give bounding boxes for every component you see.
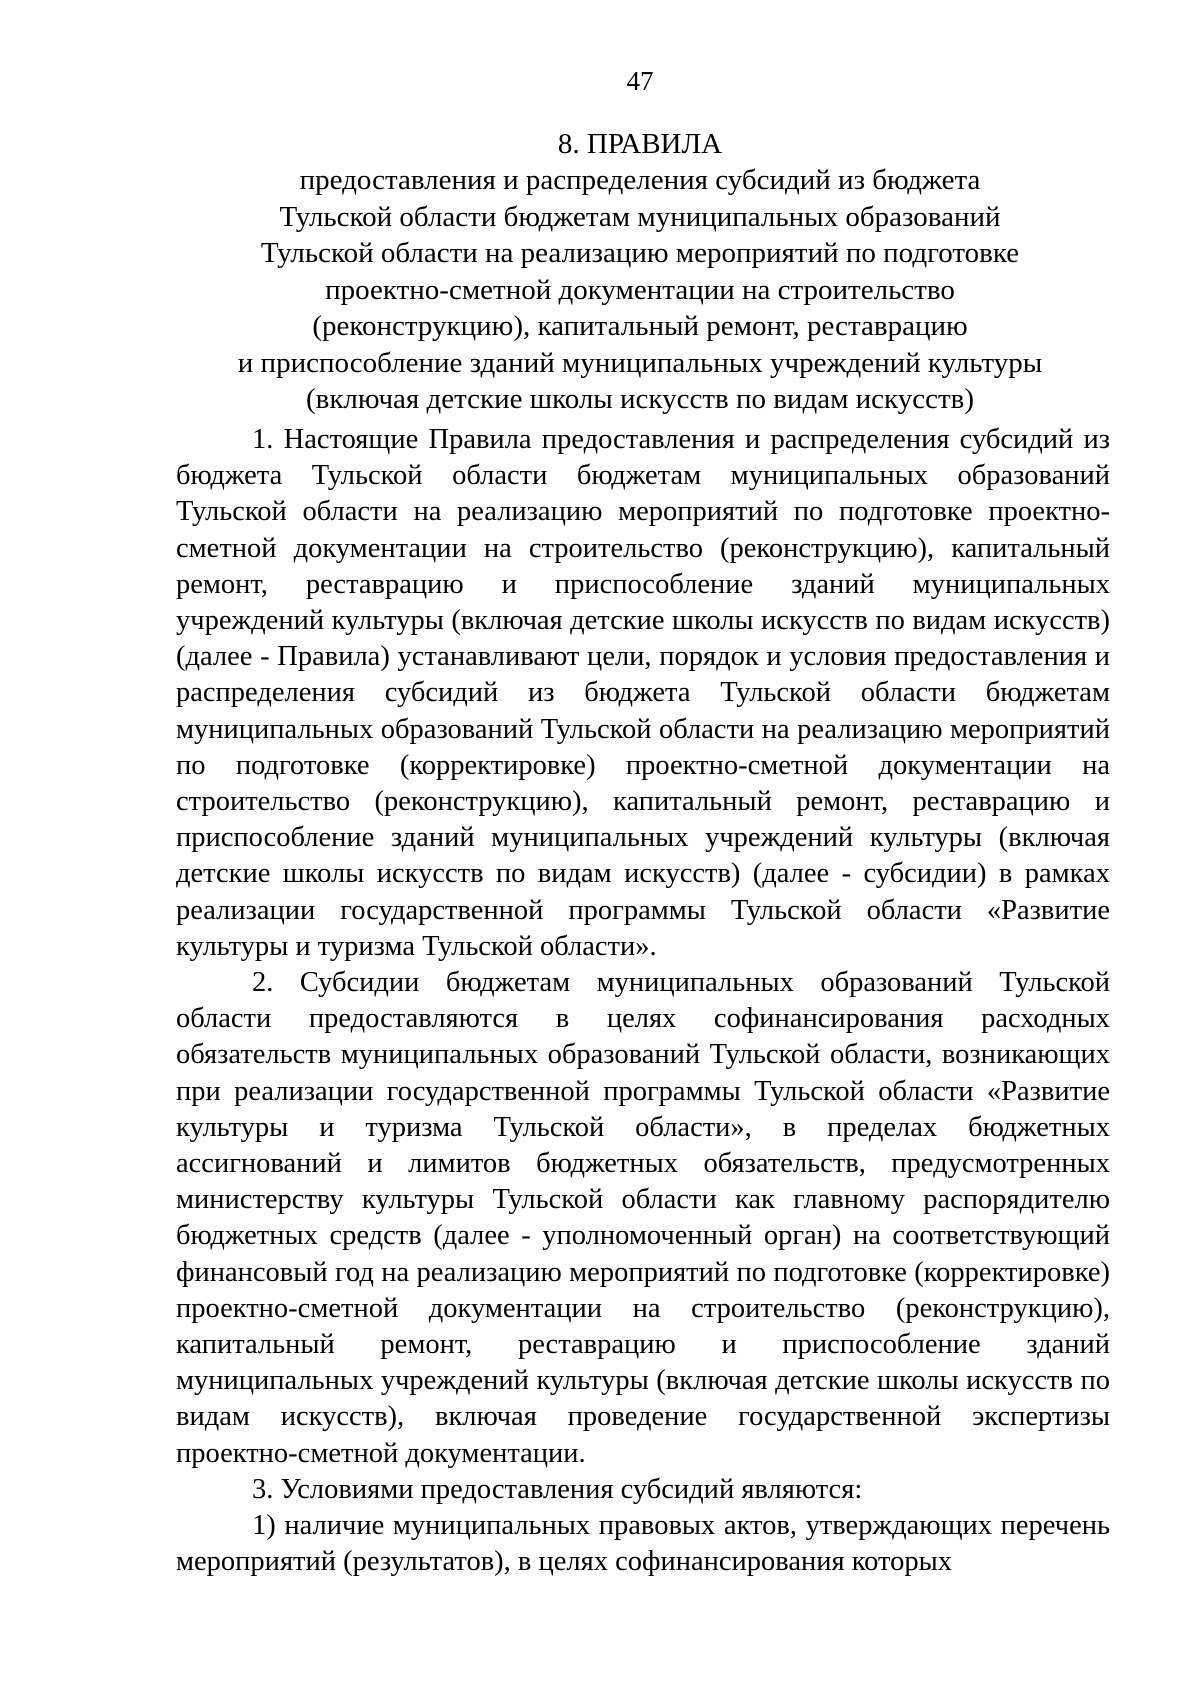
heading-line: (включая детские школы искусств по видам искусств) bbox=[305, 383, 975, 415]
paragraph-1: 1. Настоящие Правила предоставления и распределения субсидий из бюджета Тульской области бюджетам муниципальных образований Тульской области на реализацию мероприятий по подготовке проектно-сметной документации на строительство (реконструкцию), капитальный ремонт, реставрацию и приспособление зданий муниципальных учреждений культуры (включая детские школы искусств по видам искусств) (далее - Правила) устанавливают цели, порядок и условия предоставления и распределения субсидий из бюджета Тульской области бюджетам муниципальных образований Тульской области на реализацию мероприятий по подготовке (корректировке) проектно-сметной документации на строительство (реконструкцию), капитальный ремонт, реставрацию и приспособление зданий муниципальных учреждений культуры (включая детские школы искусств по видам искусств) (далее - субсидии) в рамках реализации государственной программы Тульской области «Развитие культуры и туризма Тульской области». bbox=[176, 424, 1110, 962]
heading-line: Тульской области бюджетам муниципальных образований bbox=[279, 200, 1001, 233]
heading-line: (реконструкцию), капитальный ремонт, реставрацию bbox=[312, 310, 968, 342]
heading-line: предоставления и распределения субсидий из бюджета bbox=[299, 164, 981, 196]
paragraph-2: 2. Субсидии бюджетам муниципальных образований Тульской области предоставляются в целях софинансирования расходных обязательств муниципальных образований Тульской области, возникающих при реализации государственной программы Тульской области «Развитие культуры и туризма Тульской области», в пределах бюджетных ассигнований и лимитов бюджетных обязательств, предусмотренных министерству культуры Тульской области как главному распорядителю бюджетных средств (далее - уполномоченный орган) на соответствующий финансовый год на реализацию мероприятий по подготовке (корректировке) проектно-сметной документации на строительство (реконструкцию), капитальный ремонт, реставрацию и приспособление зданий муниципальных учреждений культуры (включая детские школы искусств по видам искусств), включая проведение государственной экспертизы проектно-сметной документации. bbox=[176, 967, 1110, 1469]
heading-line: проектно-сметной документации на строительство bbox=[325, 273, 955, 306]
page-number: 47 bbox=[626, 66, 654, 96]
heading-line: Тульской области на реализацию мероприятий по подготовке bbox=[260, 237, 1020, 269]
paragraph-4: 1) наличие муниципальных правовых актов, утверждающих перечень мероприятий (результатов), в целях софинансирования которых bbox=[176, 1510, 1110, 1578]
heading-line: и приспособление зданий муниципальных учреждений культуры bbox=[237, 346, 1043, 379]
document-body bbox=[176, 422, 1110, 1581]
heading-title: 8. ПРАВИЛА bbox=[557, 128, 723, 160]
document-heading bbox=[170, 126, 1110, 418]
paragraph-3: 3. Условиями предоставления субсидий являются: bbox=[252, 1473, 863, 1505]
